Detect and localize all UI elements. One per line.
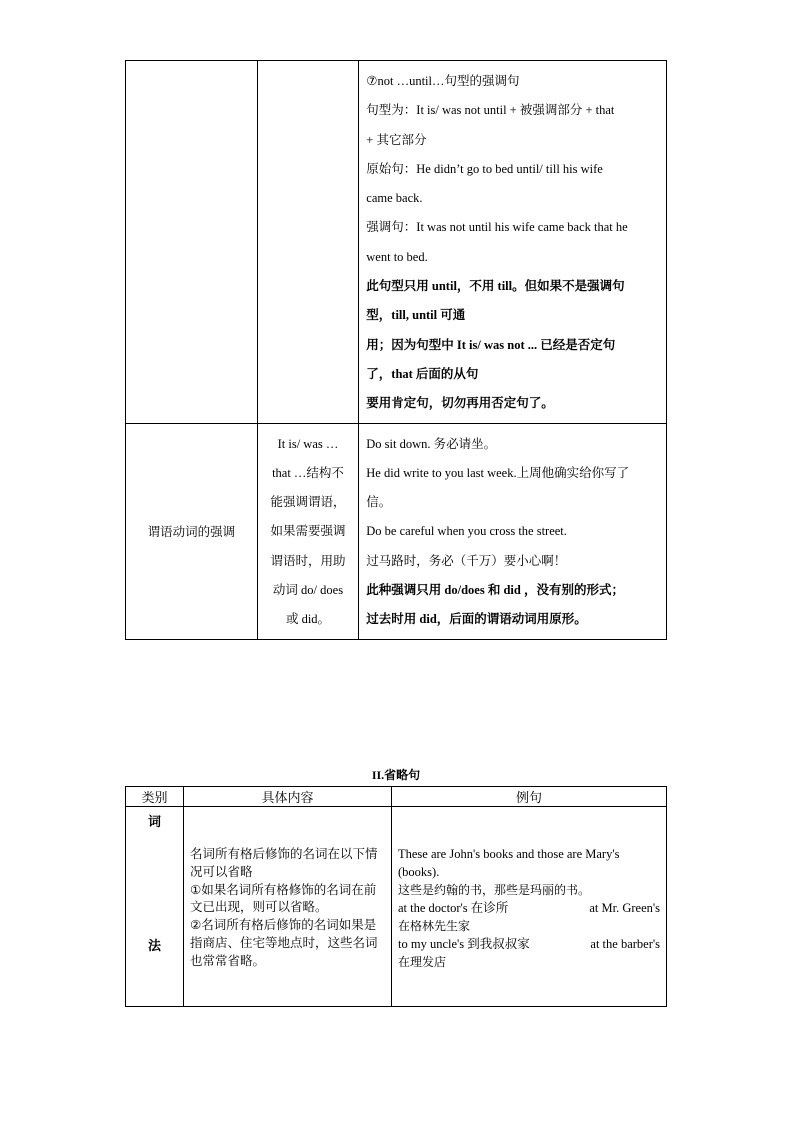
table-row [126, 61, 667, 424]
grammar-table-emphasis [125, 60, 667, 640]
text-line: 强调句：It was not until his wife came back that he [366, 220, 628, 235]
text-line: 过马路时，务必（千万）要小心啊！ [366, 553, 567, 568]
table-row [126, 807, 667, 1007]
text-line: 信。 [366, 495, 392, 510]
not-until-emphasis-cell [359, 61, 667, 424]
example-cell [392, 807, 667, 1007]
text-line: 句型为：It is/ was not until + 被强调部分 + that [366, 103, 615, 118]
text-line: 如果需要强调 [270, 524, 346, 539]
ellipsis-table [125, 786, 667, 1007]
bold-note-line: 用；因为句型中 It is/ was not ... 已经是否定句 [366, 337, 616, 352]
example-line: These are John's books and those are Mary's (books). [398, 847, 620, 879]
bold-note-line: 此句型只用 until，不用 till。但如果不是强调句 [366, 279, 625, 294]
example-line: 这些是约翰的书，那些是玛丽的书。 [398, 883, 591, 897]
text-line: Do sit down. 务必请坐。 [366, 436, 497, 451]
bold-note-line: 此种强调只用 do/does 和 did ，没有别的形式； [366, 583, 624, 598]
example-right: at the barber's [590, 937, 660, 951]
text-line: He did write to you last week.上周他确实给你写了 [366, 465, 630, 480]
category-char: 法 [147, 938, 161, 953]
column-header: 例句 [392, 787, 667, 807]
text-line: 谓语时，用助 [270, 553, 346, 568]
category-cell: 谓语动词的强调 [126, 423, 258, 639]
text-line: went to bed. [366, 249, 428, 264]
example-left: to my uncle's 到我叔叔家 [398, 937, 530, 951]
empty-cell [126, 61, 258, 424]
example-line: 在格林先生家 [398, 919, 471, 933]
text-line: that …结构不 [272, 465, 344, 480]
example-line: 在理发店 [398, 955, 447, 969]
table-header-row [126, 787, 667, 807]
column-header: 类别 [126, 787, 184, 807]
text-line: ⑦not …until…句型的强调句 [366, 74, 520, 88]
bold-note-line: 要用肯定句，切勿再用否定句了。 [366, 396, 554, 411]
column-header: 具体内容 [184, 787, 392, 807]
category-char: 词 [147, 814, 161, 829]
example-pair [398, 899, 660, 917]
text-line: Do be careful when you cross the street. [366, 524, 567, 539]
category-cell [126, 807, 184, 1007]
examples-cell [359, 423, 667, 639]
bold-note-line: 型，till, until 可通 [366, 308, 466, 323]
example-left: at the doctor's 在诊所 [398, 901, 509, 915]
bold-note-line: 了，that 后面的从句 [366, 366, 479, 381]
text-line: + 其它部分 [366, 132, 427, 147]
text-line: It is/ was … [277, 436, 339, 451]
bold-note-line: 过去时用 did，后面的谓语动词用原形。 [366, 612, 587, 627]
text-line: 能强调谓语， [270, 495, 346, 510]
content-text: 名词所有格后修饰的名词在以下情况可以省略 ①如果名词所有格修饰的名词在前文已出现，则可以省略。 ②名词所有格后修饰的名词如果是指商店、住宅等地点时，这些名词也常常省略。 [190, 846, 378, 968]
text-line: 动词 do/ does [272, 583, 344, 598]
text-line: 原始句：He didn’t go to bed until/ till his wife [366, 161, 603, 176]
description-cell [257, 423, 359, 639]
section-title: II.省略句 [371, 768, 421, 782]
empty-cell [257, 61, 359, 424]
content-cell [184, 807, 392, 1007]
table-row [126, 423, 667, 639]
example-right: at Mr. Green's [589, 901, 660, 915]
example-pair [398, 935, 660, 953]
text-line: 或 did。 [285, 612, 331, 627]
text-line: came back. [366, 191, 423, 206]
